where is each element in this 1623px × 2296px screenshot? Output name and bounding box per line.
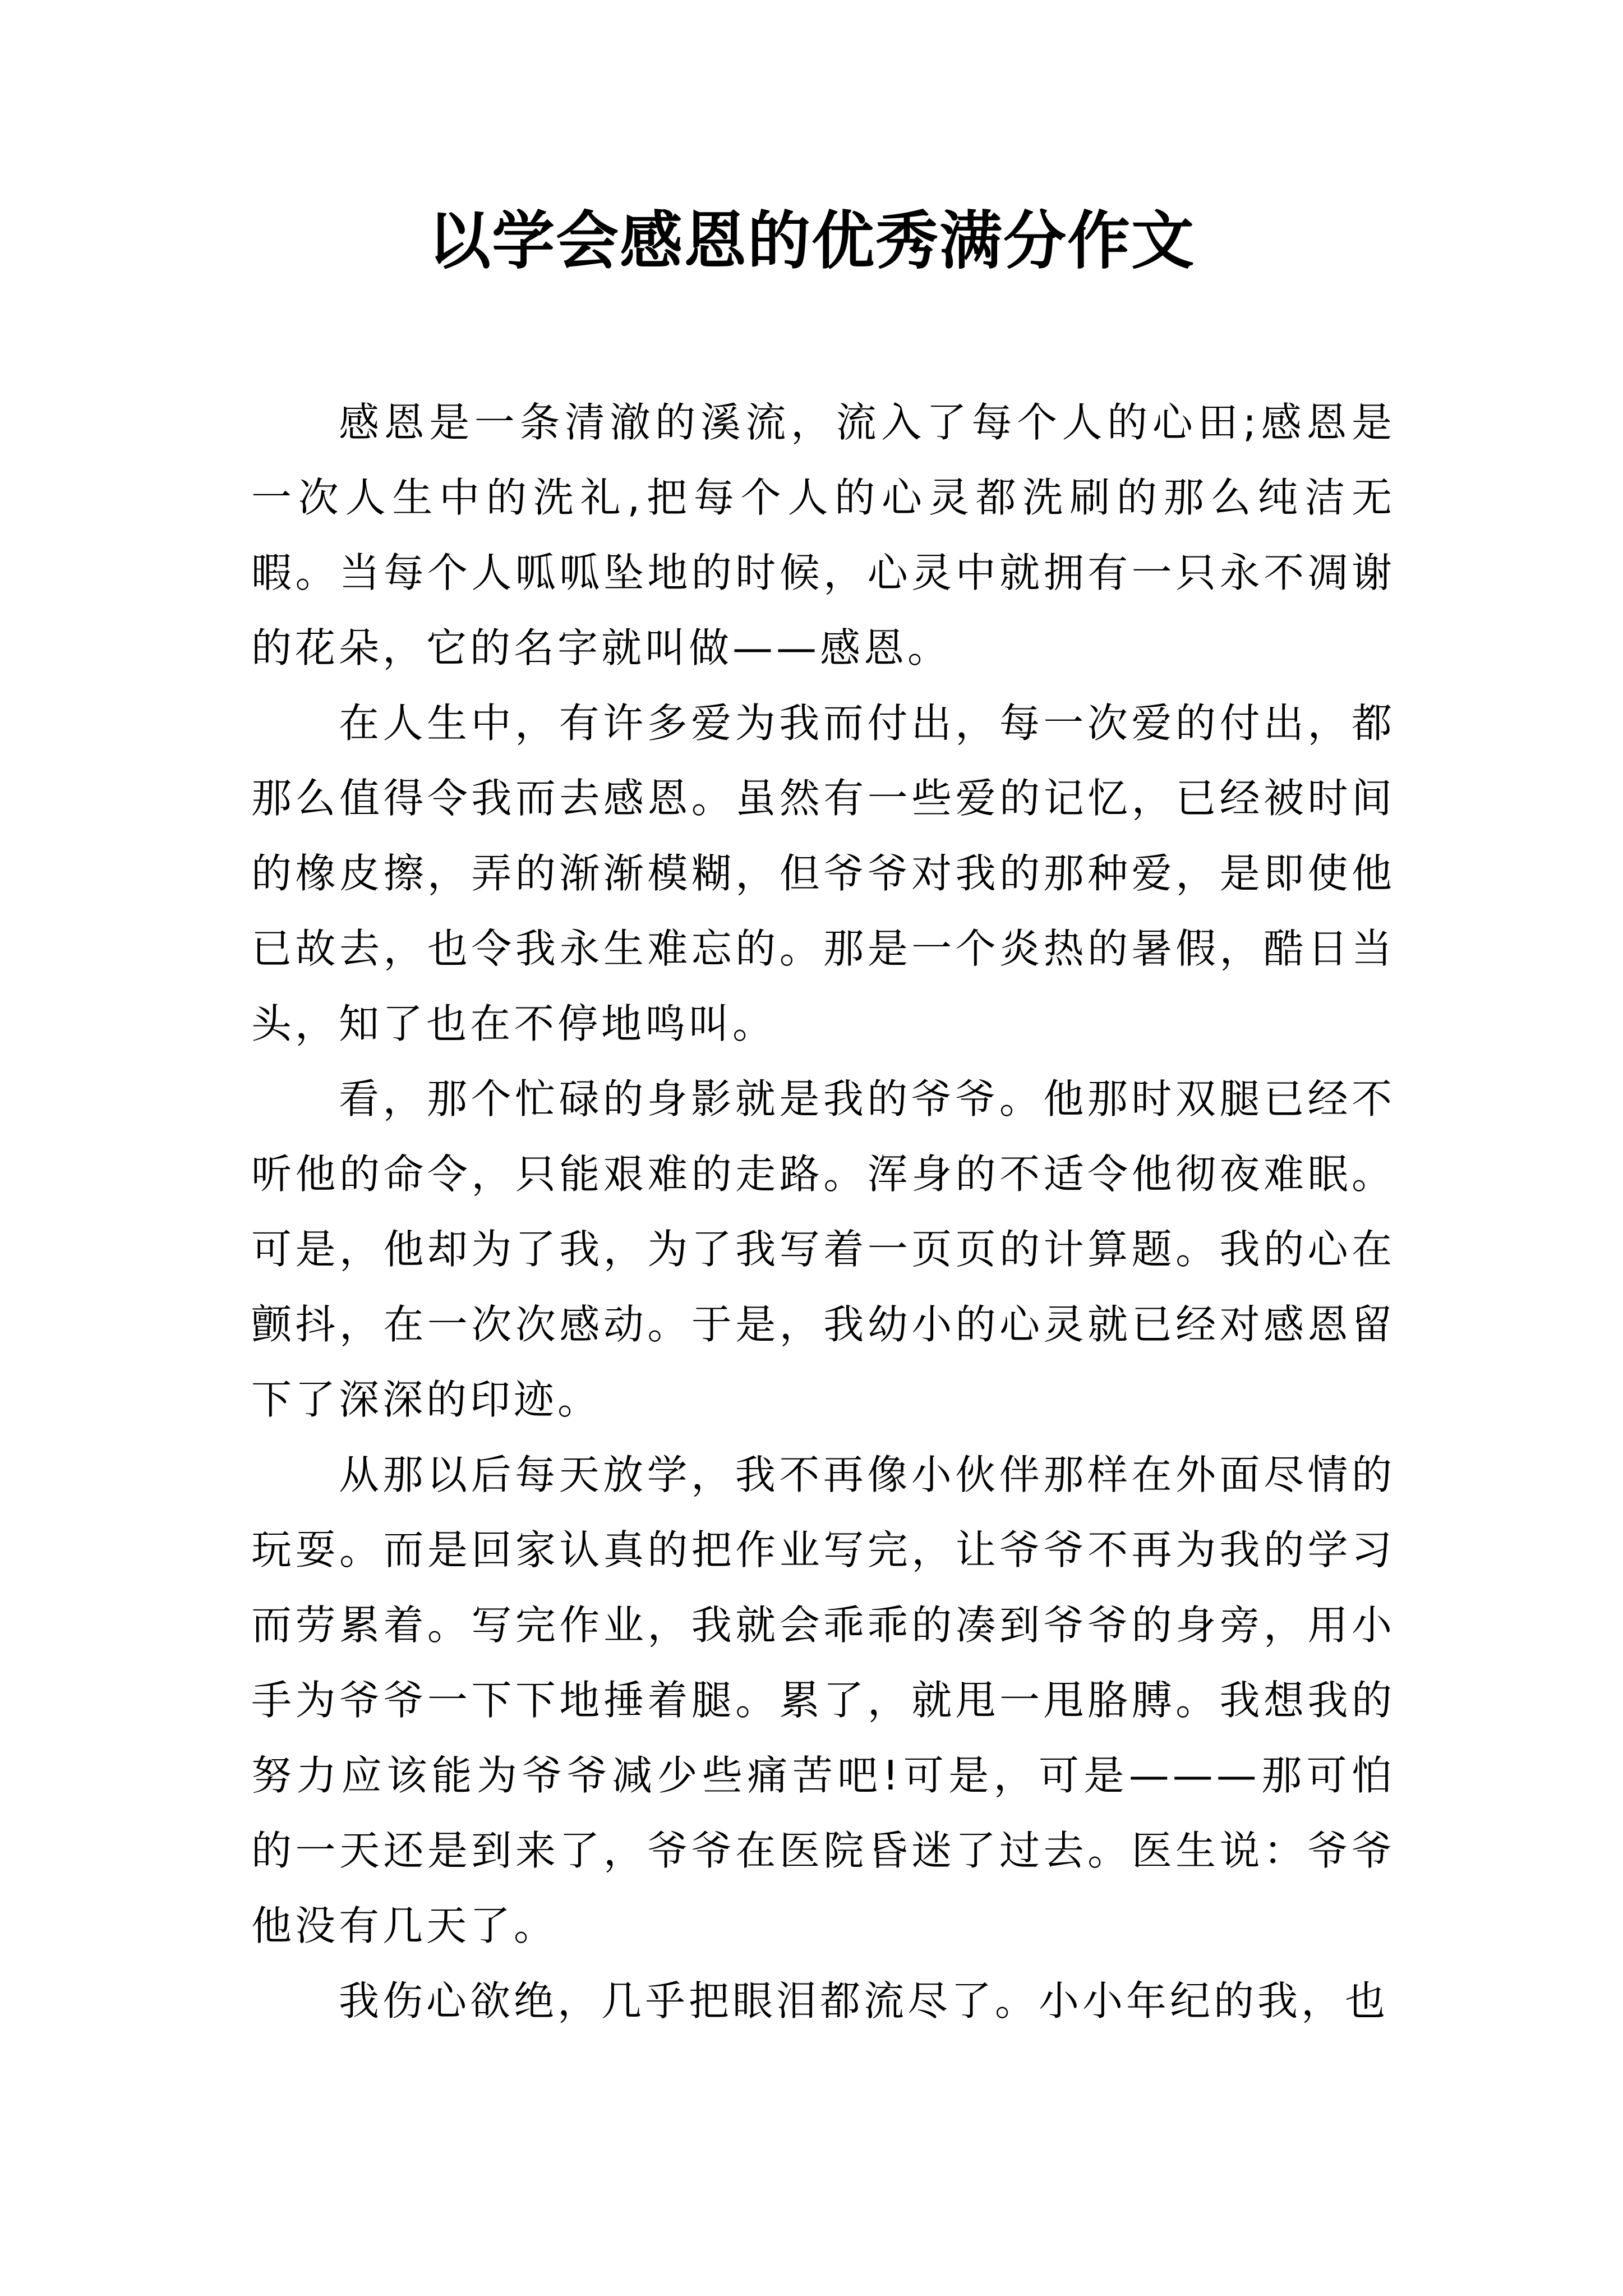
paragraph-5: 我伤心欲绝，几乎把眼泪都流尽了。小小年纪的我，也 (339, 1977, 1389, 2024)
document-body (251, 385, 1395, 2039)
paragraph-1: 感恩是一条清澈的溪流，流入了每个人的心田;感恩是一次人生中的洗礼,把每个人的心灵都洗刷的那么纯洁无暇。当每个人呱呱坠地的时候，心灵中就拥有一只永不凋谢的花朵，它的名字就叫做——感恩。 (251, 399, 1395, 671)
paragraph-2: 在人生中，有许多爱为我而付出，每一次爱的付出，都那么值得令我而去感恩。虽然有一些爱的记忆，已经被时间的橡皮擦，弄的渐渐模糊，但爷爷对我的那种爱，是即使他已故去，也令我永生难忘的。那是一个炎热的暑假，酷日当头，知了也在不停地鸣叫。 (251, 700, 1395, 1047)
document-title: 以学会感恩的优秀满分作文 (428, 204, 1195, 278)
paragraph-4: 从那以后每天放学，我不再像小伙伴那样在外面尽情的玩耍。而是回家认真的把作业写完，让爷爷不再为我的学习而劳累着。写完作业，我就会乖乖的凑到爷爷的身旁，用小手为爷爷一下下地捶着腿。累了，就甩一甩胳膊。我想我的努力应该能为爷爷减少些痛苦吧!可是，可是———那可怕的一天还是到来了，爷爷在医院昏迷了过去。医生说：爷爷他没有几天了。 (251, 1451, 1395, 1949)
paragraph-3: 看，那个忙碌的身影就是我的爷爷。他那时双腿已经不听他的命令，只能艰难的走路。浑身的不适令他彻夜难眠。可是，他却为了我，为了我写着一页页的计算题。我的心在颤抖，在一次次感动。于是，我幼小的心灵就已经对感恩留下了深深的印迹。 (251, 1075, 1395, 1423)
